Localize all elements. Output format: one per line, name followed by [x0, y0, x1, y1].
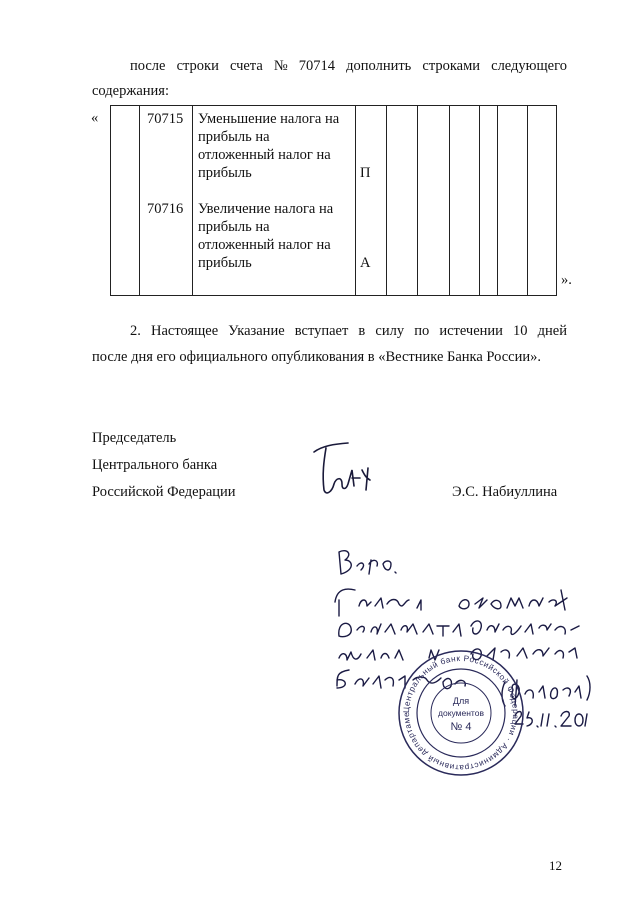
- clause-word: Настоящее: [150, 323, 219, 339]
- table-column-divider: [527, 106, 528, 295]
- table-open-quote: «: [91, 110, 99, 126]
- clause-2-line-1: [130, 322, 567, 340]
- intro-word: строки: [176, 58, 219, 74]
- table-column-divider: [355, 106, 356, 295]
- clause-word: дней: [537, 323, 567, 339]
- chairman-signature: [308, 440, 378, 500]
- stamp-inner-line: документов: [438, 708, 484, 718]
- account-name-line: прибыль: [198, 255, 252, 271]
- signatory-title-line: Российской Федерации: [92, 484, 236, 500]
- signatory-name: Э.С. Набиуллина: [452, 484, 558, 500]
- clause-word: истечении: [439, 323, 503, 339]
- stamp-inner-line: № 4: [450, 721, 472, 733]
- clause-word: по: [414, 323, 430, 339]
- intro-word: счета: [229, 58, 263, 74]
- account-number: 70716: [147, 201, 184, 217]
- table-column-divider: [449, 106, 450, 295]
- table-column-divider: [192, 106, 193, 295]
- intro-word: после: [130, 58, 166, 74]
- table-close-quote: ».: [561, 272, 572, 288]
- table-column-divider: [386, 106, 387, 295]
- signatory-title-line: Председатель: [92, 430, 177, 446]
- account-name: [198, 200, 333, 272]
- table-column-divider: [479, 106, 480, 295]
- page-number: 12: [549, 858, 562, 873]
- intro-word: следующего: [491, 58, 567, 74]
- account-number: 70715: [147, 111, 184, 127]
- account-name-line: прибыль: [198, 165, 252, 181]
- table-column-divider: [417, 106, 418, 295]
- table-column-divider: [139, 106, 140, 295]
- account-name-line: отложенный налог на: [198, 237, 331, 253]
- account-name-line: прибыль на: [198, 129, 270, 145]
- intro-word: №: [273, 58, 288, 74]
- clause-2-line-2: после дня его официального опубликования в «Вестнике Банка России».: [92, 349, 541, 365]
- clause-word: 2.: [130, 323, 141, 339]
- account-name: [198, 110, 339, 182]
- intro-line-1: [130, 57, 567, 75]
- account-sign: П: [360, 165, 371, 181]
- clause-word: вступает: [294, 323, 349, 339]
- stamp-outer-textpath: Центральный банк Российской Федерации · Административный департамент: [393, 641, 521, 773]
- table-column-divider: [497, 106, 498, 295]
- account-name-line: Уменьшение налога на: [198, 111, 340, 127]
- clause-word: силу: [375, 323, 405, 339]
- intro-word: дополнить: [346, 58, 412, 74]
- clause-word: 10: [513, 323, 528, 339]
- signatory-title-line: Центрального банка: [92, 457, 218, 473]
- stamp-inner-line: Для: [452, 696, 470, 706]
- account-name-line: Увеличение налога на: [198, 201, 334, 217]
- account-name-line: прибыль на: [198, 219, 270, 235]
- account-sign: А: [360, 255, 371, 271]
- intro-word: строками: [422, 58, 481, 74]
- accounts-table: [110, 105, 557, 296]
- account-name-line: отложенный налог на: [198, 147, 331, 163]
- intro-line-2: содержания:: [92, 83, 170, 99]
- official-stamp: [393, 641, 526, 778]
- intro-word: 70714: [298, 58, 336, 74]
- clause-word: Указание: [228, 323, 285, 339]
- clause-word: в: [358, 323, 366, 339]
